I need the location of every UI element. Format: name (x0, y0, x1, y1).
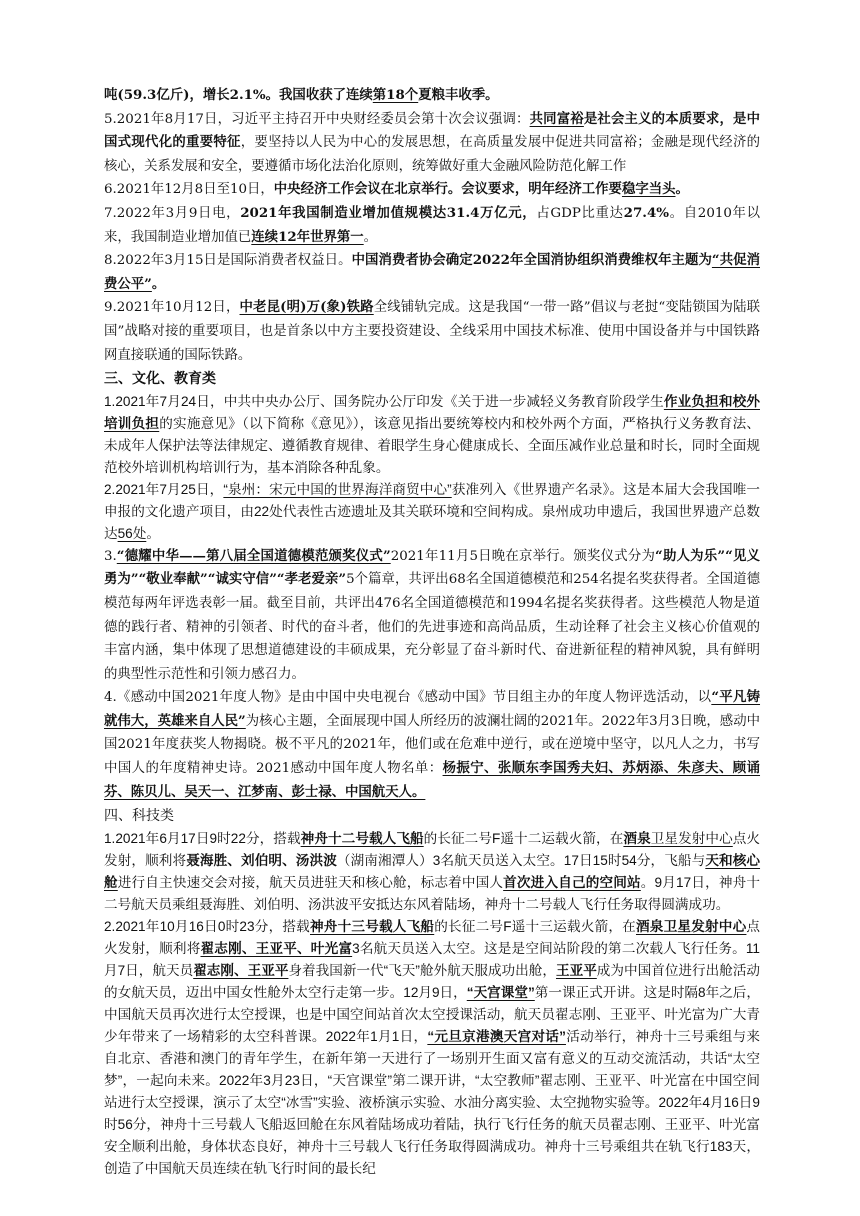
text-segment: 5个篇章，共评出68名全国道德模范和254名提名奖获得者。全国道德模范每两年评选表彰一届。截至目前，共评出476名全国道德模范和1994名提名奖获得者。这些模范人物是道德的践行者、精神的引领者、时代的奋斗者，他们的先进事迹和高尚品质，生动诠释了社会主义核心价值观的丰富内涵，集中体现了思想道德建设的丰硕成果，充分彰显了奋斗新时代、奋进新征程的精神风貌，具有鲜明的典型性示范性和引领力感召力。 (104, 572, 760, 682)
text-segment: 酒泉 (623, 830, 651, 846)
text-segment: 1.2021年6月17日9时22分，搭载 (104, 830, 301, 846)
text-segment: “泉州：宋元中国的世界海洋商贸中心” (223, 481, 452, 497)
document-paragraph (104, 545, 760, 687)
text-segment: 2021年11月5日晚在京举行。颁奖仪式分为 (390, 548, 656, 564)
text-segment: 获准列入《世界遗产名录》。这是本届大会我国唯一申报的文化遗产项目，由22处代表性古迹遗址及其关联环境和空间构成。泉州成功申遗后，我国世界遗产总数达 (104, 481, 760, 541)
text-segment: 第一课正式开讲。这是时隔8年之后，中国航天员再次进行太空授课，也是中国空间站首次太空授课活动，航天员翟志刚、王亚平、叶光富为广大青少年带来了一场精彩的太空科普课。2022年1月1日， (104, 984, 760, 1044)
text-segment: 2.2021年7月25日， (104, 481, 224, 497)
text-segment: 占GDP比重达 (536, 205, 624, 221)
text-segment: 。9月17日，神舟十二号航天员乘组聂海胜、刘伯明、汤洪波平安抵达东风着陆场，神舟十二号载人飞行任务取得圆满成功。 (104, 874, 760, 912)
text-segment: 中国消费者协会确定2022年全国消协组织消费维权年主题为 (351, 252, 712, 269)
text-segment: 2.2021年10月16日0时23分，搭载 (104, 918, 310, 934)
document-paragraph (104, 828, 760, 916)
text-segment: 首次进入自己的空间站 (503, 874, 641, 890)
document-paragraph (104, 108, 760, 179)
text-segment: 。 (363, 229, 378, 245)
document-paragraph (104, 391, 760, 479)
text-segment: “德耀中华——第八届全国道德模范颁奖仪式” (116, 547, 391, 564)
text-segment: “元旦京港澳天宫对话” (427, 1028, 566, 1044)
text-segment: 为核心主题，全面展现中国人所经历的波澜壮阔的2021年。2022年3月3日晚，感动中国2021年度获奖人物揭晓。极不平凡的2021年，他们或在危难中逆行，或在逆境中坚守，以凡人之力，书写中国人的年度精神史诗。2021感动中国年度人物名单： (104, 713, 760, 777)
text-segment: 翟志刚、王亚平、叶光富 (200, 940, 353, 956)
text-segment: “平凡铸就伟大，英雄来自人民” (104, 689, 761, 729)
document-paragraph (104, 202, 760, 249)
text-segment: 杨振宁、张顺东李国秀夫妇、苏炳添、朱彦夫、顾诵芬、陈贝儿、吴天一、江梦南、彭士禄、中国航天人。 (104, 760, 761, 800)
text-segment: 5.2021年8月17日，习近平主持召开中央财经委员会第十次会议强调： (104, 111, 530, 127)
document-paragraph (104, 916, 760, 1180)
text-segment: 作业负担和校外培训负担 (104, 393, 760, 431)
document-paragraph (104, 296, 760, 367)
text-segment: 。自2010年以来，我国制造业增加值已 (104, 205, 760, 245)
document-paragraph (104, 178, 760, 202)
text-segment: 三、文化、教育类 (104, 370, 216, 387)
text-segment: 神舟十三号载人飞船 (309, 918, 435, 934)
text-segment: 聂海胜、刘伯明、汤洪波 (186, 852, 337, 868)
text-segment: “天宫课堂” (466, 984, 535, 1000)
text-segment: 9.2021年10月12日， (104, 300, 240, 316)
text-segment: 是社会主义的本质要求，是中国式现代化的重要特征 (104, 110, 761, 151)
text-segment: 。 (151, 275, 166, 292)
text-segment: 全线铺轨完成。这是我国“一带一路”倡议与老挝“变陆锁国为陆联国”战略对接的重要项目，也是首条以中方主要投资建设、全线采用中国技术标准、使用中国设备并与中国铁路网直接联通的国际铁路。 (104, 300, 760, 363)
text-segment: “助人为乐”“见义勇为”“敬业奉献”“诚实守信”“孝老爱亲” (104, 547, 760, 588)
text-segment: 的长征二号F遥十二运载火箭，在 (423, 830, 624, 846)
text-segment: ，要坚持以人民为中心的发展思想，在高质量发展中促进共同富裕；金融是现代经济的核心，关系发展和安全，要遵循市场化法治化原则，统筹做好重大金融风险防范化解工作 (104, 135, 761, 174)
text-segment: 天和核心舱 (104, 852, 761, 890)
text-segment: 27.4% (623, 204, 670, 221)
text-segment: 3名航天员送入太空。这是是空间站阶段的第二次载人飞行任务。11月7日，航天员 (104, 940, 760, 978)
text-segment: 进行自主快速交会对接，航天员进驻天和核心舱，标志着中国人 (117, 874, 504, 890)
text-segment: 中老昆(明)万(象)铁路 (239, 299, 374, 316)
text-segment: 6.2021年12月8日至10日， (104, 182, 274, 198)
text-segment: “共促消费公平” (104, 252, 760, 292)
text-segment: 活动举行，神舟十三号乘组与来自北京、香港和澳门的青年学生，在新年第一天进行了一场别开生面又富有意义的互动交流活动，共话“太空梦”，一起向未来。2022年3月23日，“天宫课堂”第二课开讲，“太空教师”翟志刚、王亚平、叶光富在中国空间站进行太空授课，演示了太空“冰雪”实验、液桥演示实验、水油分离实验、太空抛物实验等。2022年4月16日9时56分，神舟十三号载人飞船返回舱在东风着陆场成功着陆，执行飞行任务的航天员翟志刚、王亚平、叶光富安全顺利出舱，身体状态良好，神舟十三号载人飞行任务取得圆满成功。神舟十三号乘组共在轨飞行183天，创造了中国航天员连续在轨飞行时间的最长纪 (104, 1028, 761, 1176)
section-heading (104, 804, 760, 828)
text-segment: 卫星发射中心 (650, 830, 733, 846)
text-segment: 成为中国首位进行出舱活动的女航天员，迈出中国女性舱外太空行走第一步。12月9日， (104, 962, 761, 1000)
text-segment: 吨(59.3亿斤)，增长2.1%。我国收获了连续 (104, 87, 373, 103)
text-segment: 王亚平 (555, 962, 597, 978)
document-body (104, 84, 760, 1180)
text-segment: 8.2022年3月15日是国际消费者权益日。 (104, 253, 352, 269)
document-paragraph (104, 686, 760, 804)
text-segment: 。 (146, 525, 160, 541)
text-segment: 56处 (117, 525, 147, 541)
text-segment: 酒泉卫星发射中心 (635, 918, 747, 934)
text-segment: 的长征二号F遥十三运载火箭，在 (434, 918, 636, 934)
text-segment: 的实施意见》（以下简称《意见》），该意见指出要统筹校内和校外两个方面，严格执行义务教育法、未成年人保护法等法律规定、遵循教育规律、着眼学生身心健康成长、全面压减作业总量和时长，同时全面规范校外培训机构培训行为，基本消除各种乱象。 (104, 415, 760, 475)
text-segment: 第18个 (372, 87, 419, 103)
document-paragraph (104, 479, 760, 545)
text-segment: 3. (104, 548, 117, 564)
text-segment: 2021年我国制造业增加值规模达31.4万亿元， (240, 204, 537, 221)
text-segment: 。 (675, 181, 689, 198)
text-segment: 翟志刚、王亚平 (193, 962, 289, 978)
text-segment: 1.2021年7月24日，中共中央办公厅、国务院办公厅印发《关于进一步减轻义务教育阶段学生 (104, 393, 664, 409)
document-paragraph (104, 249, 760, 296)
text-segment: 4.《感动中国2021年度人物》是由中国中央电视台《感动中国》节目组主办的年度人物评选活动，以 (104, 690, 712, 706)
text-segment: 点火发射，顺利将 (104, 918, 761, 956)
text-segment: 共同富裕 (529, 110, 584, 127)
text-segment: 神舟十二号载人飞船 (300, 830, 424, 846)
text-segment: 身着我国新一代“飞天”舱外航天服成功出舱， (288, 962, 556, 978)
section-heading (104, 367, 760, 391)
text-segment: 点火发射，顺利将 (104, 830, 761, 868)
text-segment: 7.2022年3月9日电， (104, 205, 241, 221)
text-segment: 稳字当头 (621, 181, 676, 198)
document-paragraph (104, 84, 760, 108)
text-segment: 四、科技类 (104, 807, 174, 824)
text-segment: 连续12年世界第一 (251, 228, 364, 245)
text-segment: 夏粮丰收季。 (418, 87, 499, 103)
text-segment: （湖南湘潭人）3名航天员送入太空。17日15时54分，飞船与 (336, 852, 706, 868)
text-segment: 中央经济工作会议在北京举行。会议要求，明年经济工作要 (273, 181, 622, 198)
